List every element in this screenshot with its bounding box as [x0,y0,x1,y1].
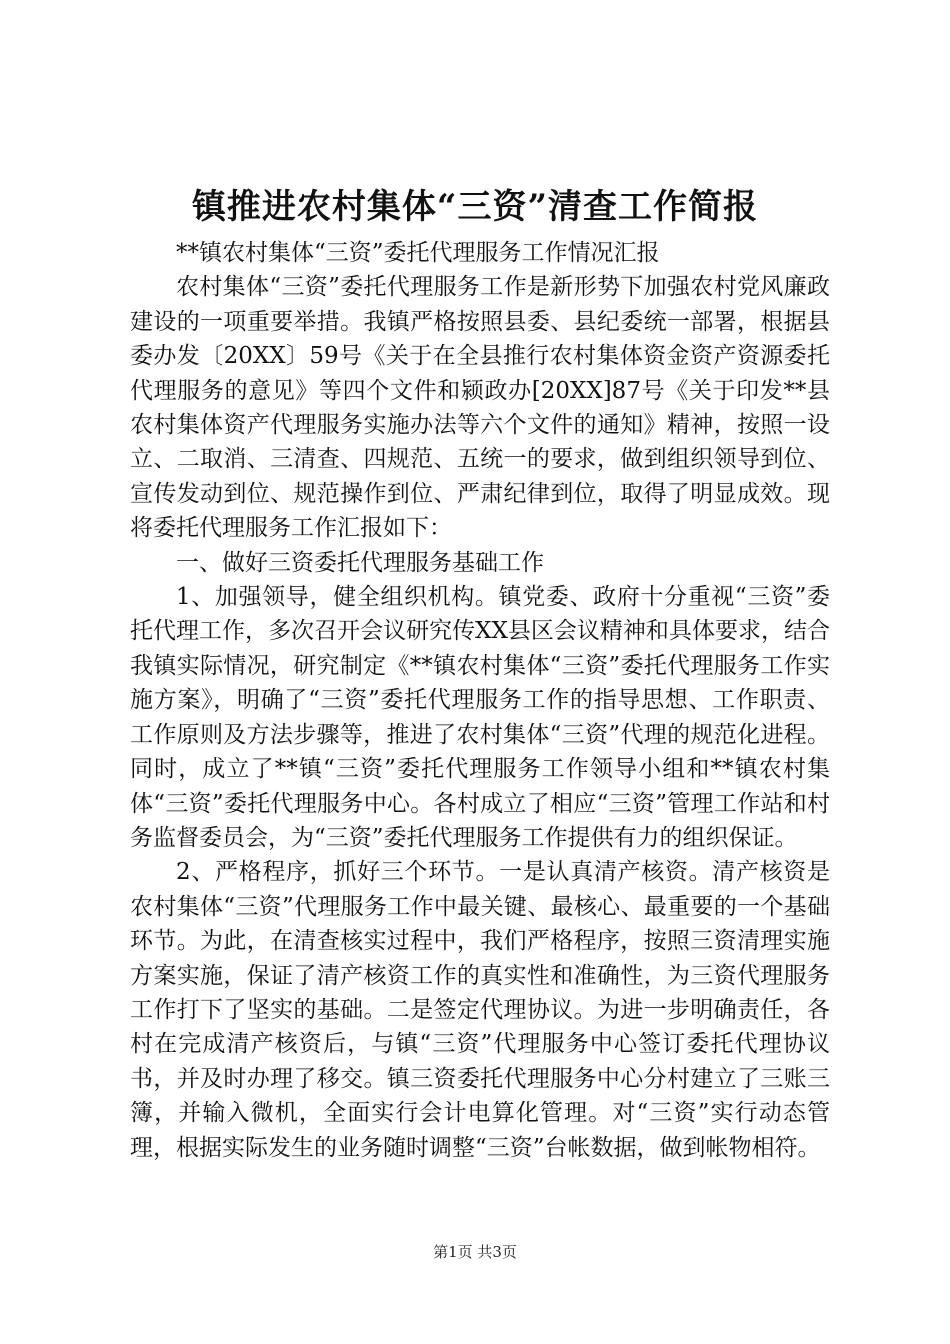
document-body [130,236,830,1165]
report-subtitle: **镇农村集体“三资”委托代理服务工作情况汇报 [176,240,660,266]
paragraph-intro: 农村集体“三资”委托代理服务工作是新形势下加强农村党风廉政建设的一项重要举措。我镇严格按照县委、县纪委统一部署，根据县委办发〔20XX〕59号《关于在全县推行农村集体资金资产资源委托代理服务的意见》等四个文件和颍政办[20XX]87号《关于印发**县农村集体资产代理服务实施办法等六个文件的通知》精神，按照一设立、二取消、三清查、四规范、五统一的要求，做到组织领导到位、宣传发动到位、规范操作到位、严肃纪律到位，取得了明显成效。现将委托代理服务工作汇报如下： [130,274,830,542]
paragraph-leadership: 1、加强领导，健全组织机构。镇党委、政府十分重视“三资”委托代理工作，多次召开会议研究传XX县区会议精神和具体要求，结合我镇实际情况，研究制定《**镇农村集体“三资”委托代理服务工作实施方案》，明确了“三资”委托代理服务工作的指导思想、工作职责、工作原则及方法步骤等，推进了农村集体“三资”代理的规范化进程。同时，成立了**镇“三资”委托代理服务工作领导小组和**镇农村集体“三资”委托代理服务中心。各村成立了相应“三资”管理工作站和村务监督委员会，为“三资”委托代理服务工作提供有力的组织保证。 [130,584,830,851]
section-heading: 一、做好三资委托代理服务基础工作 [176,549,544,576]
document-title: 镇推进农村集体“三资”清查工作简报 [191,187,759,227]
paragraph-procedure: 2、严格程序，抓好三个环节。一是认真清产核资。清产核资是农村集体“三资”代理服务工作中最关键、最核心、最重要的一个基础环节。为此，在清查核实过程中，我们严格程序，按照三资清理实施方案实施，保证了清产核资工作的真实性和准确性，为三资代理服务工作打下了坚实的基础。二是签定代理协议。为进一步明确责任，各村在完成清产核资后，与镇“三资”代理服务中心签订委托代理协议书，并及时办理了移交。镇三资委托代理服务中心分村建立了三账三簿，并输入微机，全面实行会计电算化管理。对“三资”实行动态管理，根据实际发生的业务随时调整“三资”台帐数据，做到帐物相符。 [130,859,830,1161]
page-number-footer: 第1页 共3页 [433,1243,517,1261]
